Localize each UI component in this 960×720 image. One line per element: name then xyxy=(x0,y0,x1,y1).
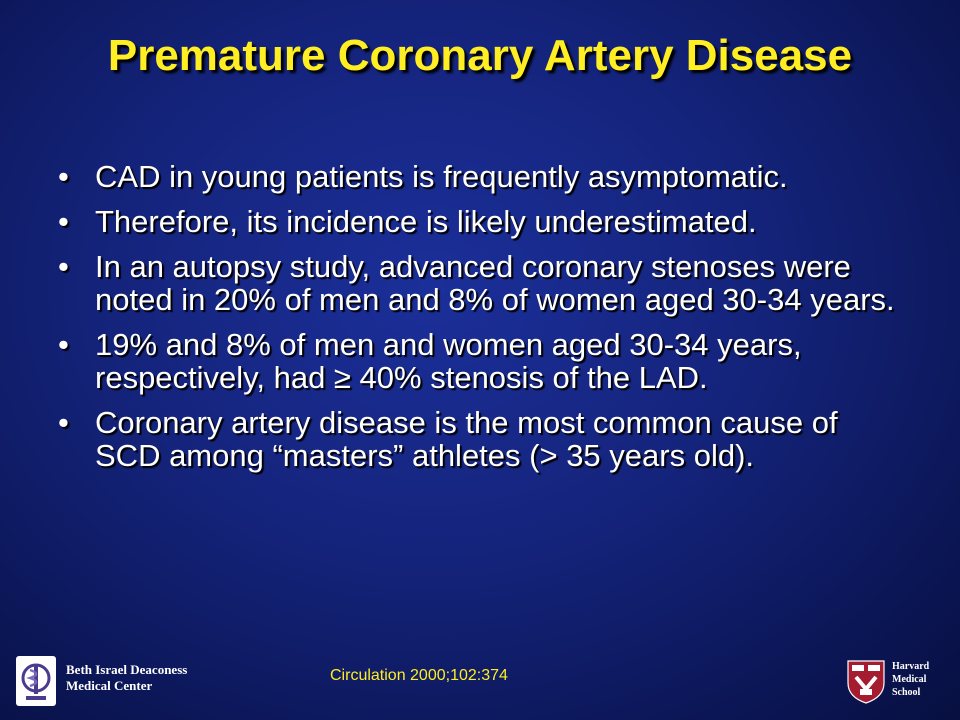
slide-footer xyxy=(0,650,960,720)
bidmc-name xyxy=(66,662,187,694)
bullet-text: Coronary artery disease is the most common cause of SCD among “masters” athletes (> 35 years old). xyxy=(95,405,838,473)
hms-name xyxy=(892,660,929,699)
harvard-shield-icon xyxy=(846,659,886,705)
hms-name-line3: School xyxy=(892,687,921,698)
bidmc-name-line1: Beth Israel Deaconess xyxy=(66,662,188,677)
bullet-item xyxy=(58,328,908,394)
hms-name-line1: Harvard xyxy=(892,661,930,672)
bullet-marker: • xyxy=(58,159,69,194)
slide-title: Premature Coronary Artery Disease xyxy=(107,31,853,80)
bullet-item xyxy=(58,250,908,316)
bullet-item xyxy=(58,406,908,472)
bullet-text: CAD in young patients is frequently asymptomatic. xyxy=(95,159,788,194)
bullet-marker: • xyxy=(58,249,69,284)
bidmc-name-line2: Medical Center xyxy=(66,678,153,693)
bullet-item xyxy=(58,205,908,238)
bullet-text: 19% and 8% of men and women aged 30-34 years, respectively, had ≥ 40% stenosis of the LAD. xyxy=(95,327,802,395)
bullet-marker: • xyxy=(58,405,69,440)
bullet-item xyxy=(58,160,908,193)
hms-name-line2: Medical xyxy=(892,674,927,685)
bullet-marker: • xyxy=(58,204,69,239)
bullet-list xyxy=(58,160,908,484)
bidmc-logo-icon xyxy=(16,656,56,706)
citation: Circulation 2000;102:374 xyxy=(330,667,508,684)
bullet-text: Therefore, its incidence is likely underestimated. xyxy=(95,204,757,239)
bullet-text: In an autopsy study, advanced coronary stenoses were noted in 20% of men and 8% of women aged 30-34 years. xyxy=(95,249,895,317)
bullet-marker: • xyxy=(58,327,69,362)
